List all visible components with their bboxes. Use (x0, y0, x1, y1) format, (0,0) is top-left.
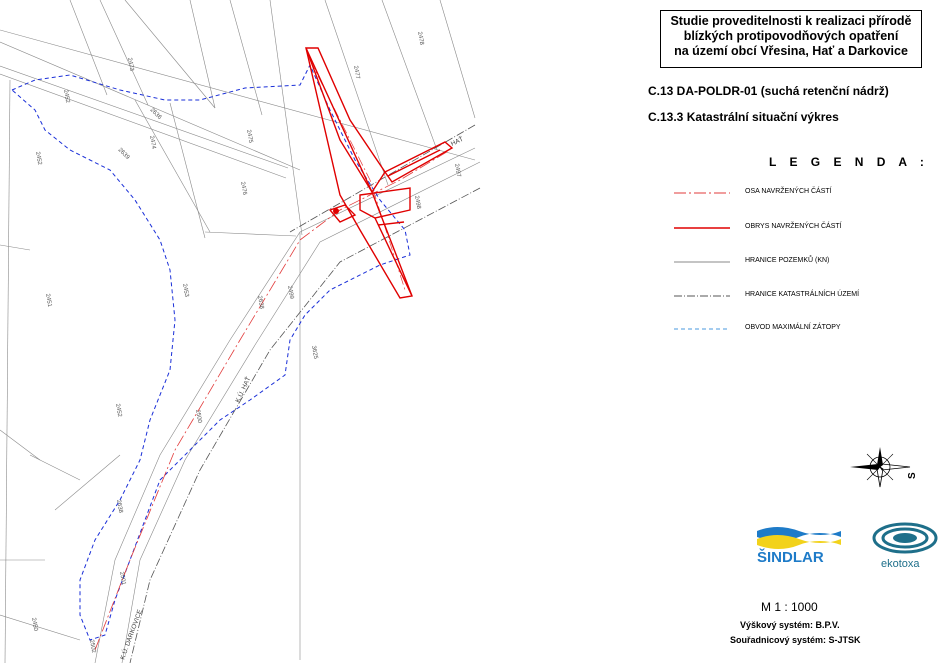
road-labels (117, 134, 464, 661)
scale-text: M 1 : 1000 (761, 600, 818, 614)
drawing-name: C.13.3 Katastrální situační výkres (648, 110, 839, 124)
parcel-label: 2638 (256, 295, 265, 310)
parcel-label: 2452 (34, 151, 43, 166)
parcel-label: 2452 (62, 89, 71, 104)
parcel-label: 2498 (413, 195, 422, 210)
parcel-label: 2476 (239, 181, 248, 196)
legend-label: OBRYS NAVRŽENÝCH ČÁSTÍ (745, 223, 842, 230)
parcel-label: 2501 (118, 571, 127, 586)
parcel-label: 2450 (30, 617, 39, 632)
coordinate-system: Souřadnicový systém: S-JTSK (730, 635, 861, 645)
parcel-labels (30, 31, 461, 654)
legend-title: L E G E N D A : (769, 155, 929, 169)
parcel-label: 2477 (352, 65, 361, 80)
legend-item-parcels (672, 256, 942, 268)
parcel-label: 2453 (181, 283, 190, 298)
parcel-label: 2499 (286, 285, 295, 300)
territory-label-darkovice: K.Ú. DARKOVICE (119, 608, 144, 661)
title-line-1: Studie proveditelnosti k realizaci přírodě (670, 14, 912, 28)
flood-extent (12, 65, 410, 640)
sindlar-logo-graphic (755, 525, 843, 565)
parcel-label: 3625 (310, 345, 319, 360)
ekotoxa-logo-text: ekotoxa (881, 558, 920, 570)
design-axis (95, 150, 450, 650)
ekotoxa-logo-graphic (870, 522, 940, 572)
cadastral-boundary (130, 188, 480, 663)
parcel-label: 2473 (126, 57, 135, 72)
legend-flood-swatch (672, 323, 742, 335)
parcel-label: 2497 (453, 163, 462, 178)
parcel-label: 2452 (114, 403, 123, 418)
design-outline (306, 48, 452, 298)
north-arrow (845, 445, 925, 500)
sindlar-logo (755, 525, 843, 565)
parcel-label: 2638 (115, 499, 124, 514)
legend-outline-swatch (672, 222, 742, 234)
parcel-label: 2474 (148, 135, 157, 150)
parcel-label: 2639 (116, 147, 131, 161)
parcel-label: 2478 (416, 31, 425, 46)
title-box (660, 10, 922, 68)
legend-item-axis (672, 187, 942, 199)
legend-item-outline (672, 222, 942, 234)
title-line-3: na území obcí Vřesina, Hať a Darkovice (674, 44, 908, 58)
legend-item-flood (672, 323, 942, 335)
drawing-code: C.13 DA-POLDR-01 (suchá retenční nádrž) (648, 84, 889, 98)
parcel-label: 2475 (245, 129, 254, 144)
parcel-label: 2502 (88, 639, 97, 654)
sindlar-logo-text: ŠINDLAR (757, 549, 824, 565)
legend-label: HRANICE POZEMKŮ (KN) (745, 257, 830, 264)
parcel-label: 2500 (194, 409, 203, 424)
title-line-2: blízkých protipovodňových opatření (683, 29, 899, 43)
territory-label-hat: K.Ú. HAŤ (234, 376, 253, 404)
legend-cadastral-swatch (672, 290, 742, 302)
legend-label: OSA NAVRŽENÝCH ČÁSTÍ (745, 188, 832, 195)
legend-item-cadastral (672, 290, 942, 302)
outlet-point (333, 208, 339, 214)
road-label-hat: HAŤ (449, 135, 465, 148)
parcel-label: 2451 (44, 293, 53, 308)
height-system: Výškový systém: B.P.V. (740, 620, 840, 630)
compass-icon (845, 445, 925, 495)
parcel-label: 2636 (148, 107, 163, 121)
ekotoxa-logo (870, 522, 940, 572)
legend-axis-swatch (672, 187, 742, 199)
legend-label: HRANICE KATASTRÁLNÍCH ÚZEMÍ (745, 291, 860, 298)
compass-letter: S (907, 472, 918, 479)
legend-label: OBVOD MAXIMÁLNÍ ZÁTOPY (745, 324, 841, 331)
legend-parcel-swatch (672, 256, 742, 268)
